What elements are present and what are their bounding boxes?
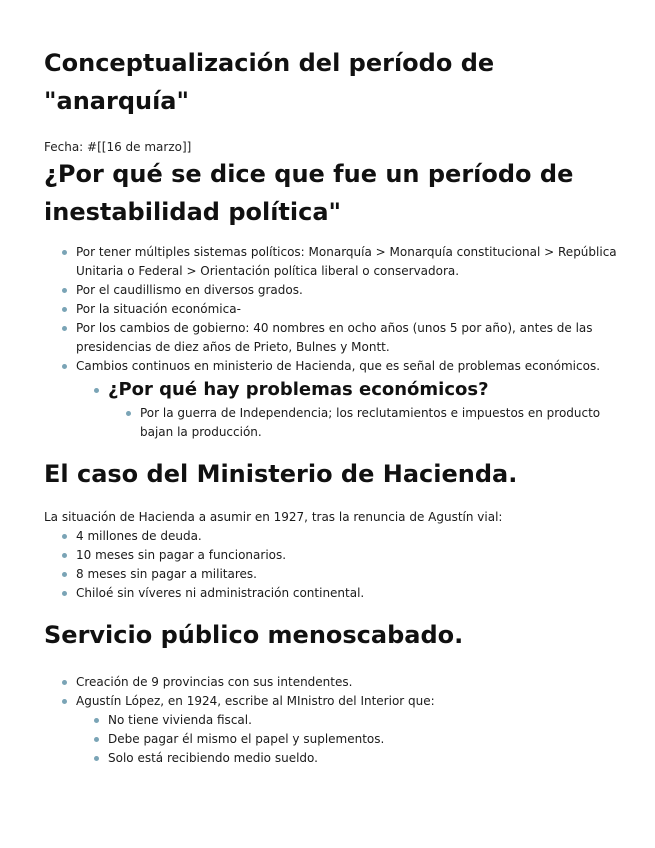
list-item: Por tener múltiples sistemas políticos: Monarquía > Monarquía constitucional > República Unitaria o Federal > Orientación política liberal o conservadora.: [76, 243, 621, 281]
page-title: Conceptualización del período de "anarquía": [44, 49, 495, 115]
list-item: 4 millones de deuda.: [76, 527, 615, 546]
nested-list-container: [108, 404, 621, 442]
sub-list-problemas: [76, 378, 621, 442]
nested-list-container: [76, 711, 615, 768]
list-item: Por la situación económica-: [76, 300, 621, 319]
section-heading-servicio-publico: Servicio público menoscabado.: [44, 621, 464, 649]
list-item: Debe pagar él mismo el papel y suplementos.: [108, 730, 615, 749]
list-item: Agustín López, en 1924, escribe al MInistro del Interior que:: [76, 692, 615, 711]
section-heading-inestabilidad: ¿Por qué se dice que fue un período de inestabilidad política": [44, 160, 574, 226]
sub-sub-list: [108, 404, 621, 442]
list-item: Por el caudillismo en diversos grados.: [76, 281, 621, 300]
list-item: Solo está recibiendo medio sueldo.: [108, 749, 615, 768]
sub-heading-text: ¿Por qué hay problemas económicos?: [108, 379, 489, 400]
bullet-list-hacienda: [44, 527, 615, 603]
nested-list-container: [76, 378, 621, 442]
list-item: Chiloé sin víveres ni administración continental.: [76, 584, 615, 603]
intro-paragraph: La situación de Hacienda a asumir en 1927, tras la renuncia de Agustín vial:: [44, 510, 503, 524]
list-item: Por la guerra de Independencia; los reclutamientos e impuestos en producto bajan la producción.: [140, 404, 621, 442]
section-heading-hacienda: El caso del Ministerio de Hacienda.: [44, 460, 518, 488]
sub-heading-problemas-economicos: [108, 378, 621, 402]
bullet-list-inestabilidad: [44, 243, 621, 442]
nested-list-lopez: [76, 711, 615, 768]
bullet-list-servicio: [44, 673, 615, 768]
list-item: Cambios continuos en ministerio de Hacienda, que es señal de problemas económicos.: [76, 357, 621, 376]
date-line: Fecha: #[[16 de marzo]]: [44, 140, 192, 154]
list-item: No tiene vivienda fiscal.: [108, 711, 615, 730]
list-item: Creación de 9 provincias con sus intendentes.: [76, 673, 615, 692]
list-item: Por los cambios de gobierno: 40 nombres en ocho años (unos 5 por año), antes de las presidencias de diez años de Prieto, Bulnes y Montt.: [76, 319, 621, 357]
list-item: 10 meses sin pagar a funcionarios.: [76, 546, 615, 565]
list-item: 8 meses sin pagar a militares.: [76, 565, 615, 584]
